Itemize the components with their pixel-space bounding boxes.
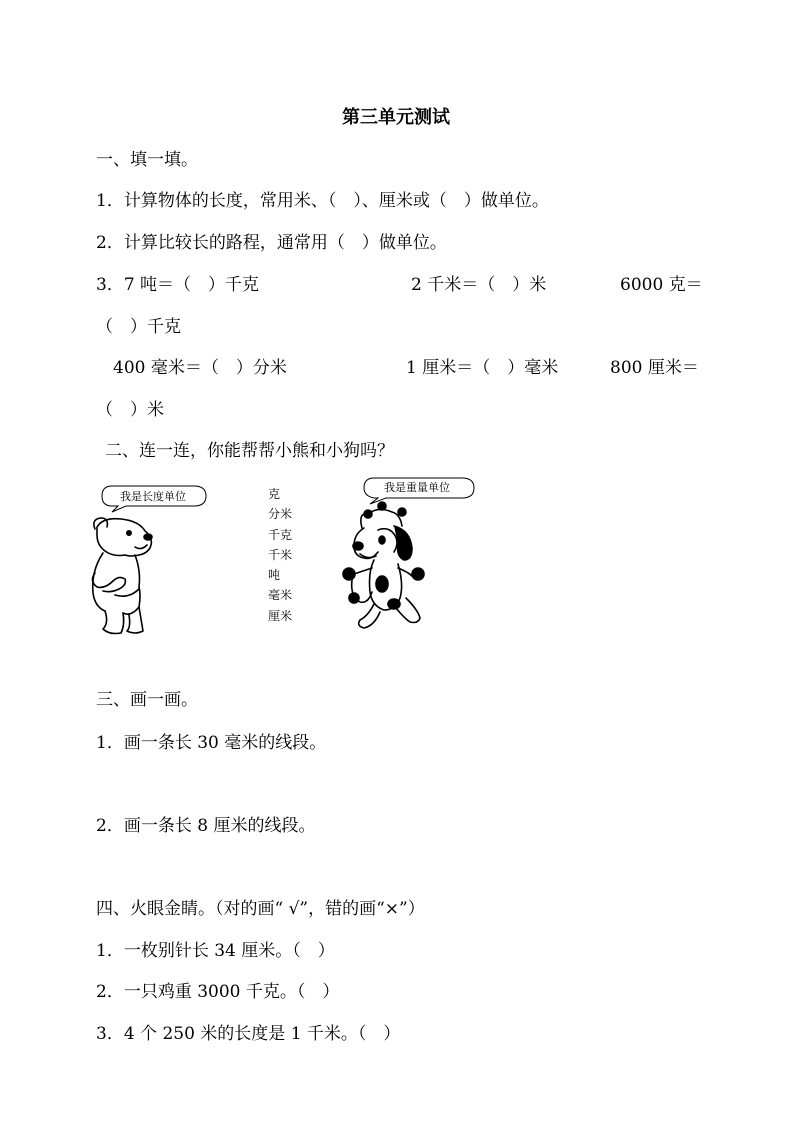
question-1-3e: 1 厘米＝（ ）毫米	[406, 358, 559, 378]
unit-item[interactable]: 吨	[268, 568, 281, 583]
question-4-3: 3．4 个 250 米的长度是 1 千米。（ ）	[96, 1024, 401, 1044]
unit-item[interactable]: 分米	[268, 507, 293, 522]
question-1-3a: 3．7 吨＝（ ）千克	[96, 275, 260, 295]
question-4-2: 2．一只鸡重 3000 千克。（ ）	[96, 982, 340, 1002]
dog-icon	[338, 500, 430, 634]
question-1-2: 2．计算比较长的路程，通常用（ ）做单位。	[96, 233, 447, 253]
unit-item[interactable]: 毫米	[268, 588, 293, 603]
question-3-1: 1．画一条长 30 毫米的线段。	[96, 733, 327, 753]
bear-bubble-text: 我是长度单位	[120, 490, 186, 503]
question-1-3f: 800 厘米＝	[610, 358, 699, 378]
unit-item[interactable]: 千米	[268, 547, 293, 562]
unit-item[interactable]: 千克	[268, 527, 293, 542]
question-1-3c: 6000 克＝	[620, 275, 703, 295]
page-title: 第三单元测试	[342, 107, 450, 128]
question-3-2: 2．画一条长 8 厘米的线段。	[96, 816, 316, 836]
section1-heading: 一、填一填。	[96, 150, 198, 170]
question-1-3b: 2 千米＝（ ）米	[411, 275, 547, 295]
unit-list	[268, 484, 308, 626]
question-1-3c-cont: （ ）千克	[96, 317, 181, 337]
question-1-3f-cont: （ ）米	[96, 400, 164, 420]
unit-item[interactable]: 厘米	[268, 608, 293, 623]
bear-icon	[85, 515, 155, 637]
question-4-1: 1．一枚别针长 34 厘米。（ ）	[96, 941, 335, 961]
section3-heading: 三、画一画。	[96, 690, 198, 710]
question-1-1: 1．计算物体的长度，常用米、（ ）、厘米或（ ）做单位。	[96, 191, 549, 211]
question-1-3d: 400 毫米＝（ ）分米	[113, 358, 287, 378]
dog-bubble-text: 我是重量单位	[384, 481, 450, 494]
section2-heading: 二、连一连，你能帮帮小熊和小狗吗？	[105, 441, 394, 461]
unit-item[interactable]: 克	[268, 487, 281, 501]
section4-heading: 四、火眼金睛。（对的画“ √”，错的画“×”）	[96, 899, 425, 919]
